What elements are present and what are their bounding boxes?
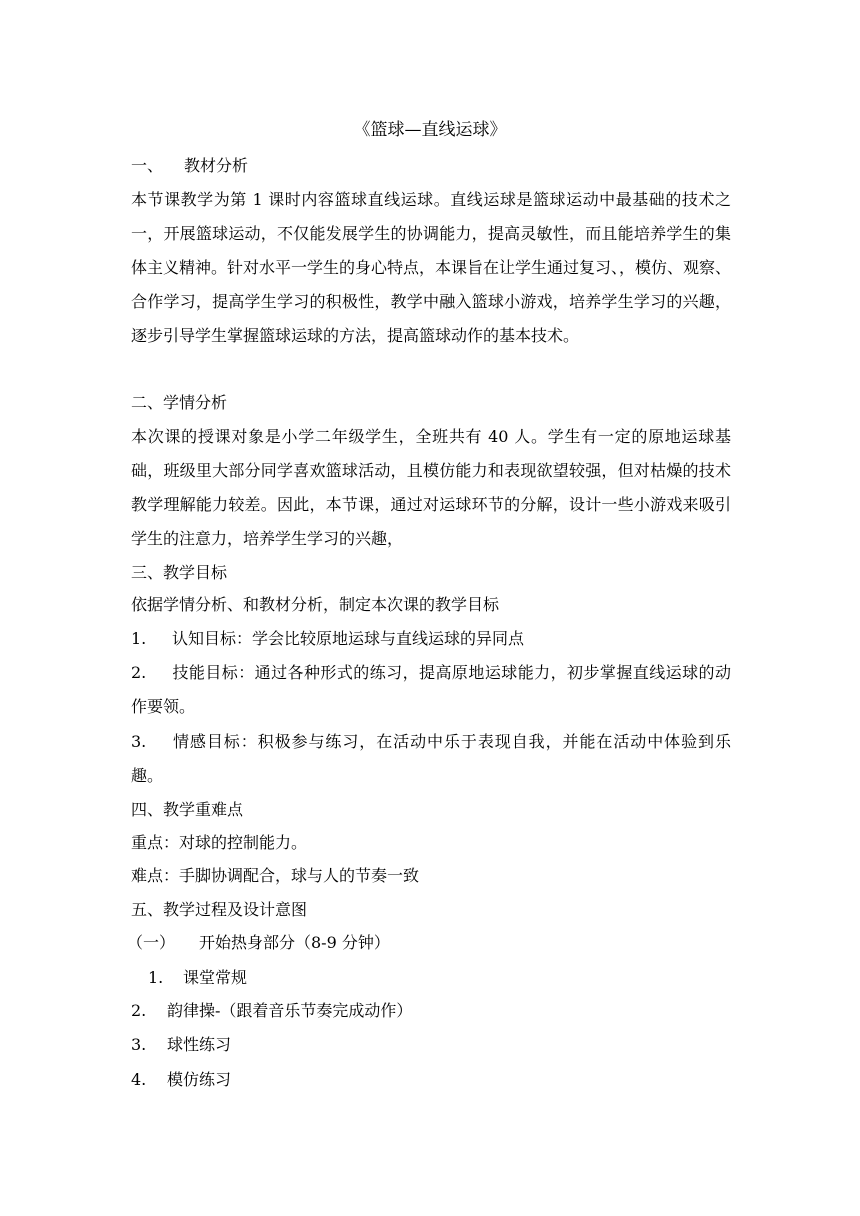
subsection-number: （一） bbox=[127, 933, 176, 952]
textbook-analysis-paragraph: 本节课教学为第 1 课时内容篮球直线运球。直线运球是篮球运动中最基础的技术之一，开展篮球运动，不仅能发展学生的协调能力，提高灵敏性，而且能培养学生的集体主义精神。针对水平一学生的身心特点，本课旨在让学生通过复习、，模仿、观察、合作学习，提高学生学习的积极性，教学中融入篮球小游戏，培养学生学习的兴趣，逐步引导学生掌握篮球运球的方法，提高篮球动作的基本技术。 bbox=[131, 190, 732, 345]
goal-text: 技能目标：通过各种形式的练习，提高原地运球能力，初步掌握直线运球的动作要领。 bbox=[131, 663, 731, 716]
process-item bbox=[148, 964, 748, 992]
goal-number: 3. bbox=[131, 732, 147, 751]
teaching-goals-intro: 依据学情分析、和教材分析，制定本次课的教学目标 bbox=[131, 595, 500, 614]
item-text: 球性练习 bbox=[167, 1035, 232, 1054]
item-text: 课堂常规 bbox=[183, 968, 248, 987]
student-analysis-paragraph: 本次课的授课对象是小学二年级学生，全班共有 40 人。学生有一定的原地运球基础，班级里大部分同学喜欢篮球活动，且模仿能力和表现欲望较强，但对枯燥的技术教学理解能力较差。因此，本节课，通过对运球环节的分解，设计一些小游戏来吸引学生的注意力，培养学生学习的兴趣， bbox=[131, 427, 731, 548]
goal-number: 2. bbox=[131, 663, 147, 682]
goal-number: 1. bbox=[131, 629, 147, 648]
subsection-title: 开始热身部分（8-9 分钟） bbox=[199, 933, 390, 952]
item-number: 3. bbox=[131, 1035, 147, 1054]
goal-item-emotional bbox=[131, 725, 731, 793]
section-title: 教材分析 bbox=[184, 156, 249, 175]
section-number: 一、 bbox=[131, 156, 164, 175]
process-item bbox=[131, 997, 731, 1025]
difficulty-line: 难点：手脚协调配合，球与人的节奏一致 bbox=[131, 866, 420, 885]
subsection-warmup bbox=[127, 929, 727, 957]
item-text: 韵律操-（跟着音乐节奏完成动作） bbox=[167, 1001, 413, 1020]
goal-text: 情感目标：积极参与练习，在活动中乐于表现自我，并能在活动中体验到乐趣。 bbox=[131, 732, 731, 785]
section-heading-teaching-process: 五、教学过程及设计意图 bbox=[131, 900, 308, 919]
item-number: 2. bbox=[131, 1001, 147, 1020]
goal-item-cognitive bbox=[131, 625, 731, 653]
process-item bbox=[131, 1066, 731, 1094]
item-text: 模仿练习 bbox=[167, 1070, 232, 1089]
section-heading-student-analysis: 二、学情分析 bbox=[131, 393, 228, 412]
document-title: 《篮球—直线运球》 bbox=[353, 120, 507, 140]
goal-text: 认知目标：学会比较原地运球与直线运球的异同点 bbox=[172, 629, 525, 648]
item-number: 1. bbox=[148, 968, 164, 987]
process-item bbox=[131, 1031, 731, 1059]
goal-item-skill bbox=[131, 656, 731, 724]
section-heading-teaching-goals: 三、教学目标 bbox=[131, 563, 228, 582]
key-point-line: 重点：对球的控制能力。 bbox=[131, 833, 308, 852]
item-number: 4. bbox=[131, 1070, 147, 1089]
section-heading-key-difficulties: 四、教学重难点 bbox=[131, 800, 244, 819]
section-heading-textbook-analysis bbox=[131, 152, 731, 180]
